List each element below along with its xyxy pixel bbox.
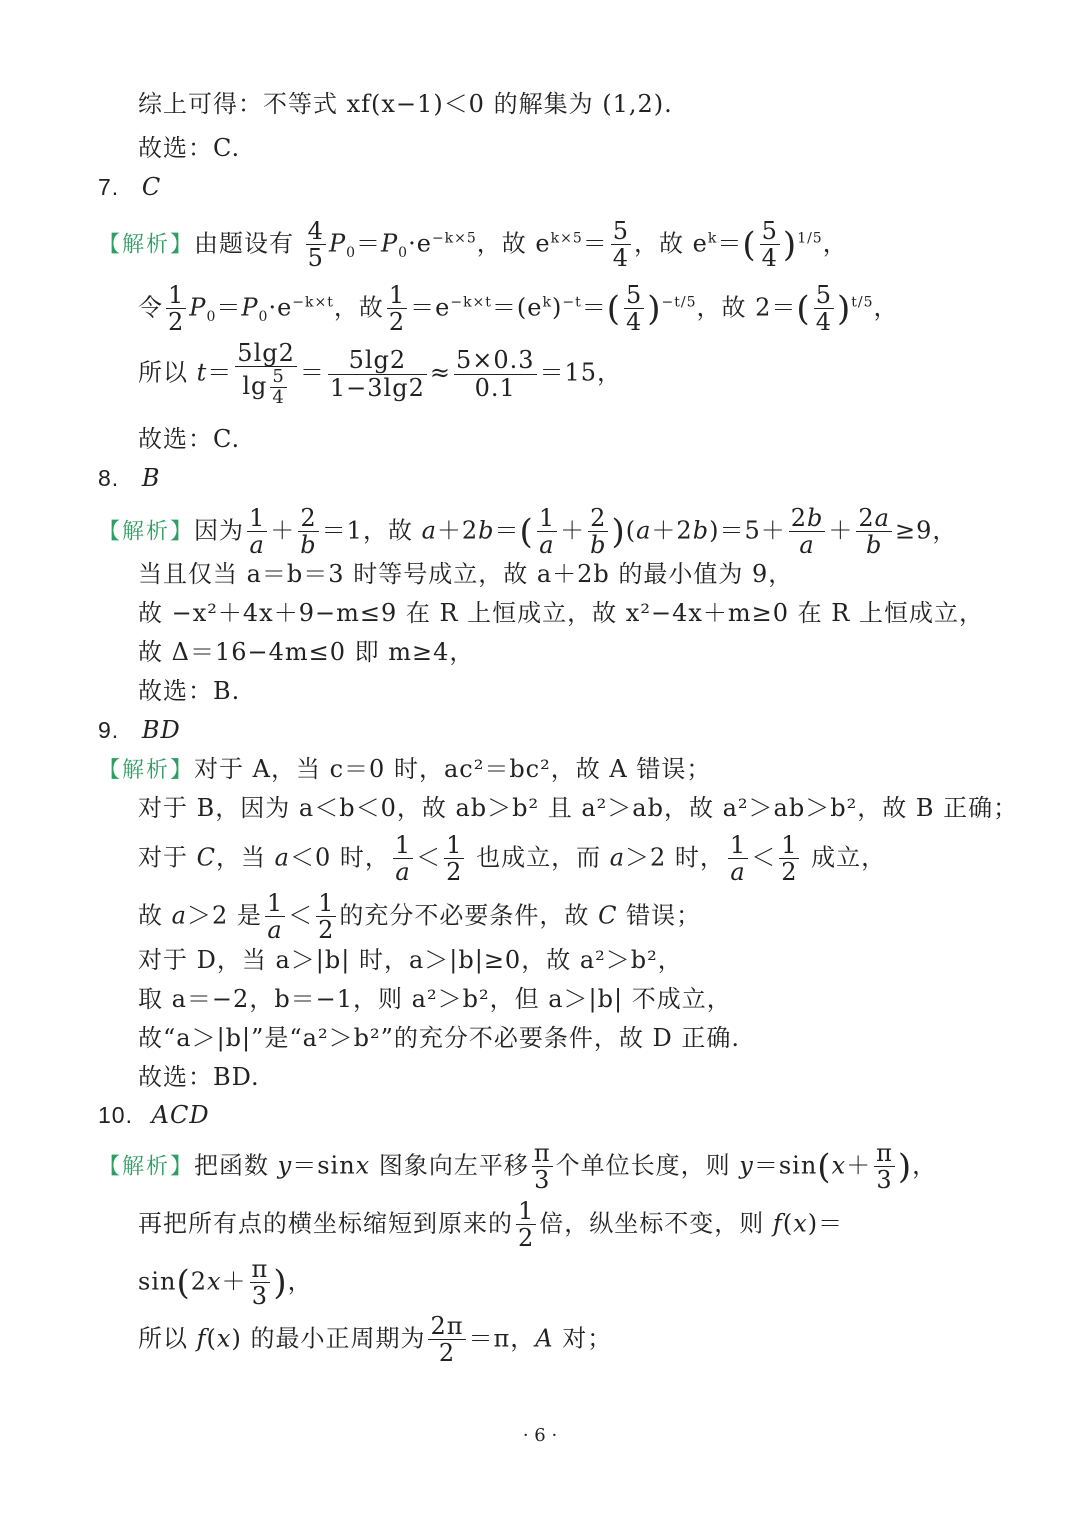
q8-solution-line-4: 故 Δ＝16−4m≤0 即 m≥4， bbox=[138, 638, 475, 666]
q9-header bbox=[98, 718, 181, 742]
q7-solution-line-1: 【解析】由题设有 $\frac{4}{5}$ $P_0=P_0\cdot e^{-k\times 5}$，故 $e^{k\times 5}=$ $\frac{5}{4}$ ，故 $e^k=$( $\frac{5}{4}$ )$^{1/5}$， bbox=[98, 217, 848, 273]
q10-solution-line-2: 再把所有点的横坐标缩短到原来的 $\frac{1}{2}$ 倍，纵坐标不变，则 f(x)＝ bbox=[138, 1197, 844, 1253]
answer: B bbox=[141, 464, 161, 492]
answer: BD bbox=[141, 716, 181, 744]
q8-choose: 故选：B. bbox=[138, 677, 241, 705]
question-number: 10. bbox=[98, 1102, 133, 1128]
conclusion-line: 综上可得：不等式 xf(x−1)＜0 的解集为 (1,2). bbox=[138, 90, 673, 118]
q10-solution-line-1: 【解析】把函数 y＝sinx 图象向左平移 $\frac{\pi}{3}$ 个单位长度，则 y＝sin(x＋ $\frac{\pi}{3}$ )， bbox=[98, 1139, 938, 1195]
q9-solution-line-7: 故“a＞|b|”是“a²＞b²”的充分不必要条件，故 D 正确. bbox=[138, 1024, 740, 1052]
q9-case-a: 对于 A，当 c＝0 时，ac²＝bc²，故 A 错误； bbox=[194, 755, 712, 783]
question-number: 8. bbox=[98, 465, 120, 491]
answer: C bbox=[141, 173, 162, 201]
q9-choose: 故选：BD. bbox=[138, 1063, 260, 1091]
q7-choose: 故选：C. bbox=[138, 425, 241, 453]
q9-solution-line-2: 对于 B，因为 a＜b＜0，故 ab＞b² 且 a²＞ab，故 a²＞ab＞b²，故 B 正确； bbox=[138, 794, 1019, 822]
q8-solution-line-3: 故 −x²＋4x＋9−m≤9 在 R 上恒成立，故 x²−4x＋m≥0 在 R 上恒成立， bbox=[138, 599, 984, 627]
q9-solution-line-5: 对于 D，当 a＞|b| 时，a＞|b|≥0，故 a²＞b²， bbox=[138, 946, 683, 974]
analysis-tag: 【解析】 bbox=[98, 232, 195, 258]
q9-solution-line-4: 故 a＞2 是 $\frac{1}{a}$ ＜ $\frac{1}{2}$ 的充分不必要条件，故 C 错误； bbox=[138, 889, 702, 945]
q9-solution-line-1 bbox=[98, 757, 711, 782]
q8-header bbox=[98, 466, 160, 490]
answer: ACD bbox=[151, 1101, 210, 1129]
choose-line: 故选：C. bbox=[138, 134, 241, 162]
q7-solution-line-2: 令 $\frac{1}{2}$ $P_0=P_0\cdot e^{-k\times t}$，故 $\frac{1}{2}$ $=e^{-k\times t}=(e^k)^{-t}=$( $\frac{5}{4}$ )$^{-t/5}$，故 2＝( $\frac{5}{4}$ )$^{t/5}$， bbox=[138, 281, 899, 337]
page-number: · 6 · bbox=[522, 1425, 558, 1446]
question-number: 7. bbox=[98, 174, 120, 200]
q8-solution-line-2: 当且仅当 a＝b＝3 时等号成立，故 a＋2b 的最小值为 9， bbox=[138, 560, 794, 588]
analysis-tag: 【解析】 bbox=[98, 758, 195, 783]
q8-solution-line-1: 【解析】因为 $\frac{1}{a}$ ＋ $\frac{2}{b}$ ＝1，故 a＋2b＝( $\frac{1}{a}$ ＋ $\frac{2}{b}$ )(a＋2b)＝5＋ $\frac{2b}{a}$ ＋ $\frac{2a}{b}$ ≥9， bbox=[98, 504, 958, 560]
q10-solution-line-3: sin(2x＋ $\frac{\pi}{3}$ )， bbox=[138, 1255, 313, 1311]
analysis-tag: 【解析】 bbox=[98, 519, 195, 545]
q9-solution-line-3: 对于 C，当 a＜0 时， $\frac{1}{a}$ ＜ $\frac{1}{2}$ 也成立，而 a＞2 时， $\frac{1}{a}$ ＜ $\frac{1}{2}$ 成立， bbox=[138, 831, 887, 887]
question-number: 9. bbox=[98, 717, 120, 743]
q7-solution-line-3: 所以 t＝ 5lg2 lg $\frac{5}{4}$ ＝ $\frac{5\lg 2}{1-3\lg 2}$ ≈ $\frac{5\times 0.3}{0.1}$ ＝15， bbox=[138, 339, 623, 409]
analysis-tag: 【解析】 bbox=[98, 1154, 195, 1180]
q10-solution-line-4: 所以 f(x) 的最小正周期为 $\frac{2\pi}{2}$ ＝π，A 对； bbox=[138, 1312, 613, 1368]
q10-header bbox=[98, 1103, 210, 1127]
q7-header bbox=[98, 175, 161, 199]
q9-solution-line-6: 取 a＝−2，b＝−1，则 a²＞b²，但 a＞|b| 不成立， bbox=[138, 985, 732, 1013]
